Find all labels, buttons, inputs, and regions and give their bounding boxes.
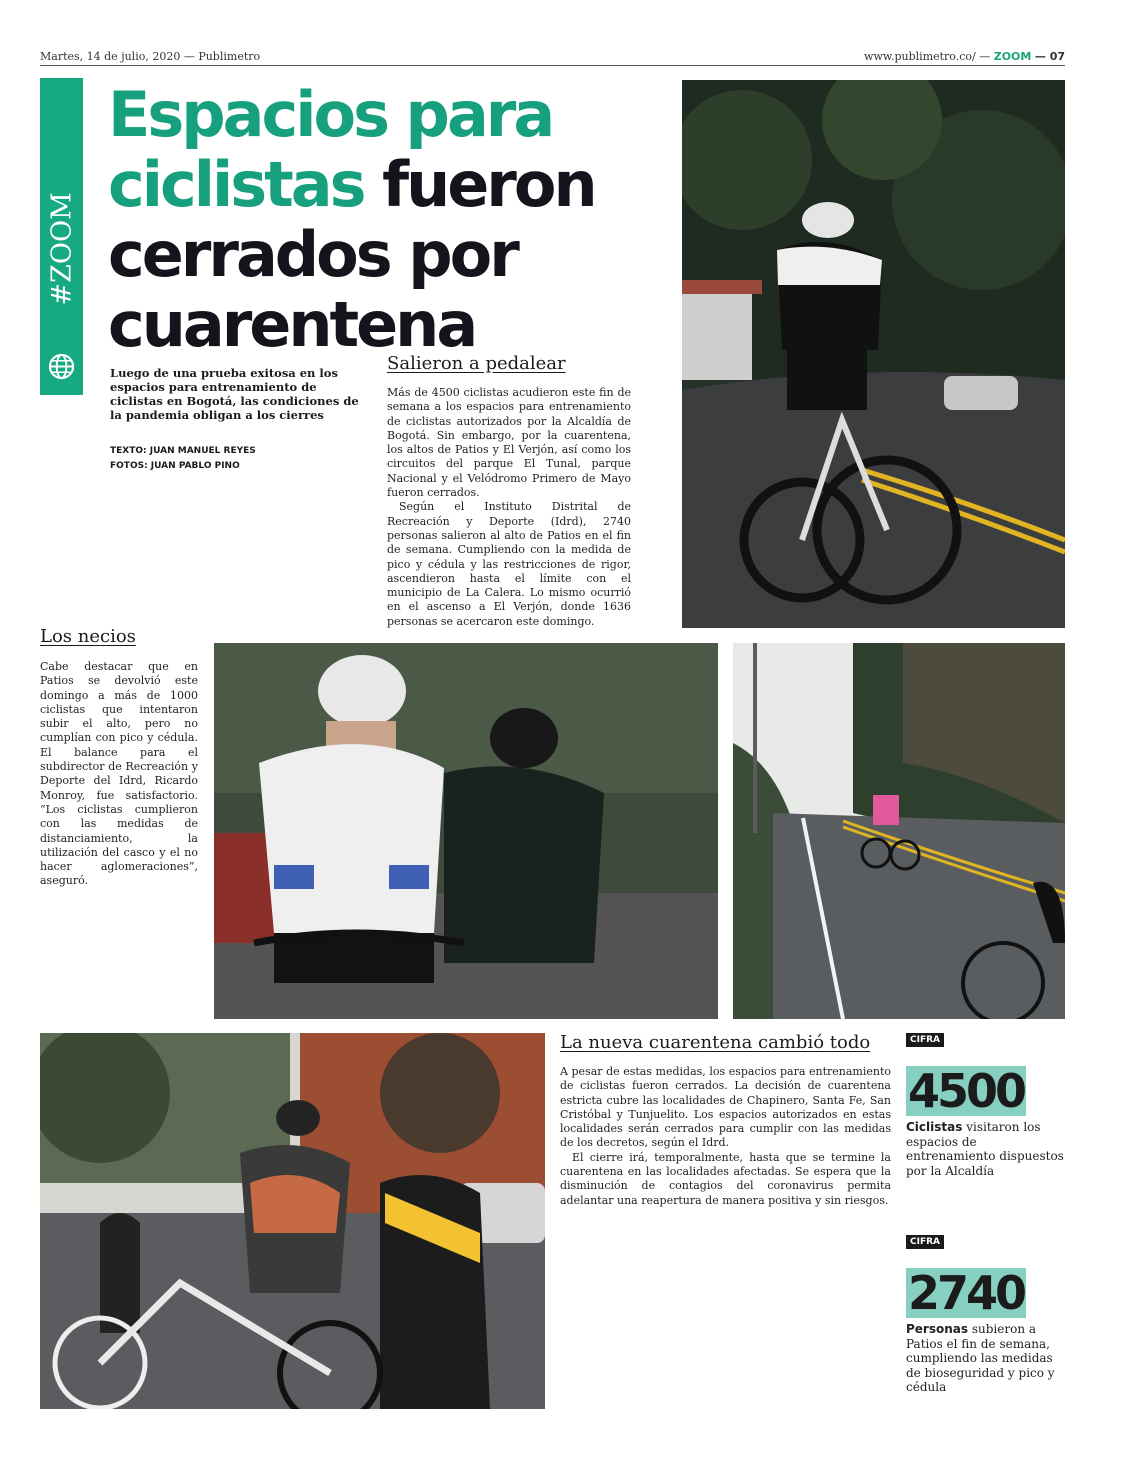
paragraph: Cabe destacar que en Patios se devolvió este domingo a más de 1000 ciclistas que intentaron subir el alto, pero no cumplían con pico y cédula. El balance para el subdirector de Recreación y Deporte del Idrd, Ricardo Monroy, fue satisfactorio. “Los ciclistas cumplieron con las medidas de distanciamiento, la utilización del casco y el no hacer aglomeraciones”, aseguró.: [40, 660, 198, 888]
credit-text: TEXTO: JUAN MANUEL REYES: [110, 446, 256, 456]
header-rule: [40, 65, 1065, 66]
section2-body: [40, 660, 198, 889]
paragraph: Según el Instituto Distrital de Recreación y Deporte (Idrd), 2740 personas salieron al alto de Patios en el fin de semana. Cumpliendo con la medida de pico y cédula y las restricciones de rigor, ascendieron hasta el límite con el municipio de La Calera. Lo mismo ocurrió en el ascenso a El Verjón, donde 1636 personas se acercaron este domingo.: [387, 500, 631, 628]
section1-body: [387, 386, 631, 629]
section3-body: [560, 1065, 891, 1208]
subhead-nueva-cuarentena: La nueva cuarentena cambió todo: [560, 1032, 871, 1053]
subhead-los-necios: Los necios: [40, 626, 136, 647]
cifra-tag: CIFRA: [906, 1033, 944, 1047]
subhead-salieron: Salieron a pedalear: [387, 353, 566, 374]
cifra-caption-text: subieron a Patios el fin de semana, cumpliendo las medidas de bioseguridad y pico y cédula: [906, 1322, 1055, 1394]
cifra-caption: [906, 1120, 1066, 1178]
header-right: [864, 50, 1065, 63]
cifra-caption-bold: Ciclistas: [906, 1120, 963, 1134]
section-tab-label: #ZOOM: [46, 192, 78, 306]
header-page-number: — 07: [1034, 50, 1065, 63]
cifra-number: 4500: [908, 1064, 1025, 1118]
photo-road-cyclists: [733, 643, 1065, 1019]
header-date: Martes, 14 de julio, 2020 — Publimetro: [40, 50, 261, 63]
paragraph: El cierre irá, temporalmente, hasta que se termine la cuarentena en las localidades afectadas. Se espera que la disminución de contagios del coronavirus permita adelantar una reapertura de manera positiva y sin riesgos.: [560, 1150, 891, 1207]
header-site: www.publimetro.co/ —: [864, 50, 991, 63]
cifra-number: 2740: [908, 1266, 1025, 1320]
paragraph: A pesar de estas medidas, los espacios para entrenamiento de ciclistas fueron cerrados. La decisión de cuarentena estricta cubre las localidades de Chapinero, Santa Fe, San Cristóbal y Tunjuelito. Los espacios autorizados en estas localidades serán cerrados para cumplir con las medidas de los decretos, según el Idrd.: [560, 1065, 891, 1150]
photo-cyclist-road: [682, 80, 1065, 628]
cifra-tag: CIFRA: [906, 1235, 944, 1249]
cifra-caption: [906, 1322, 1071, 1395]
cifra-caption-bold: Personas: [906, 1322, 969, 1336]
photo-checkpoint: [40, 1033, 545, 1409]
headline-green: Espacios para ciclistas: [108, 78, 553, 221]
headline-dark: fueron cerrados por cuarentena: [108, 148, 595, 361]
cifra-caption-text: visitaron los espacios de entrenamiento dispuestos por la Alcaldía: [906, 1120, 1064, 1178]
lead-paragraph: Luego de una prueba exitosa en los espacios para entrenamiento de ciclistas en Bogotá, las condiciones de la pandemia obligan a los cierres: [110, 366, 359, 422]
paragraph: Más de 4500 ciclistas acudieron este fin de semana a los espacios para entrenamiento de ciclistas autorizados por la Alcaldía de Bogotá. Sin embargo, por la cuarentena, los altos de Patios y El Verjón, así como los circuitos del parque El Tunal, parque Nacional y el Velódromo Primero de Mayo fueron cerrados.: [387, 386, 631, 500]
credit-photos: FOTOS: JUAN PABLO PINO: [110, 461, 240, 471]
globe-icon: [48, 353, 75, 380]
header-section: ZOOM: [993, 50, 1032, 63]
photo-two-cyclists: [214, 643, 718, 1019]
headline: [108, 80, 668, 360]
